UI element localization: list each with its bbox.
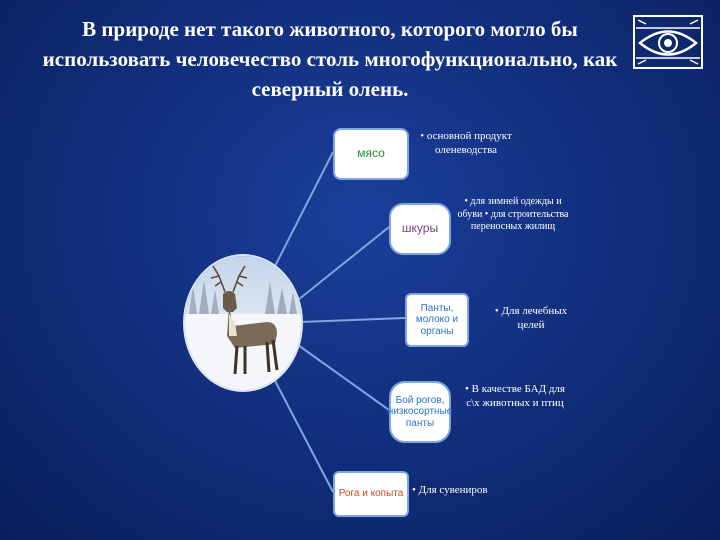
connector-line	[301, 318, 405, 322]
connector-line	[298, 345, 389, 410]
category-box-antler-scrap: Бой рогов, низкосортные панты	[389, 381, 451, 443]
reindeer-photo	[185, 256, 301, 390]
category-description-antlers-milk-organs: • Для лечебных целей	[494, 305, 568, 331]
category-box-meat: мясо	[333, 128, 409, 180]
connector-line	[272, 375, 333, 492]
category-description-antler-scrap: • В качестве БАД для с\х животных и птиц	[465, 383, 565, 409]
category-box-horns-hooves: Рога и копыта	[333, 471, 409, 517]
category-description-horns-hooves: • Для сувениров	[412, 484, 488, 496]
category-box-hides: шкуры	[389, 203, 451, 255]
connector-line	[298, 227, 389, 300]
connector-line	[272, 152, 333, 272]
category-description-hides: • для зимней одежды и обуви • для строительства переносных жилищ	[457, 196, 569, 232]
slide-title: В природе нет такого животного, которого могло бы использовать человечество столь многофункционально, как северный олень.	[42, 17, 618, 101]
reindeer-image	[185, 256, 301, 390]
category-description-meat: • основной продукт оленеводства	[420, 130, 512, 156]
category-box-antlers-milk-organs: Панты, молоко и органы	[405, 293, 469, 347]
